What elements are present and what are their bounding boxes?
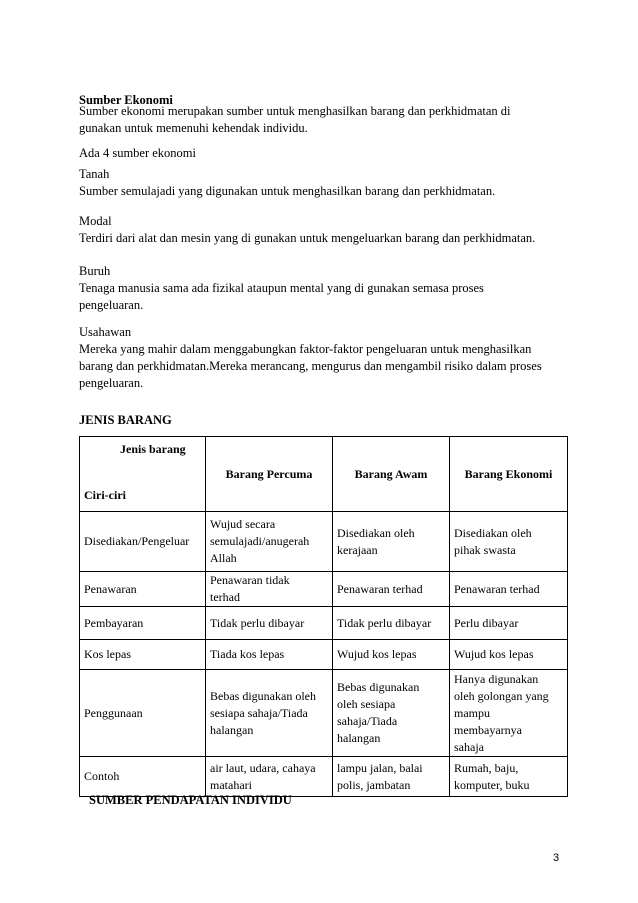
cell-line: Disediakan oleh — [454, 525, 532, 540]
cell-line: oleh golongan yang — [454, 688, 549, 703]
modal-description: Terdiri dari alat dan mesin yang di gunakan untuk mengeluarkan barang dan perkhidmatan. — [79, 231, 536, 245]
sources-count: Ada 4 sumber ekonomi — [79, 146, 196, 160]
tanah-block — [79, 166, 559, 200]
usahawan-description: barang dan perkhidmatan.Mereka merancang, mengurus dan mengambil risiko dalam proses — [79, 359, 542, 373]
cell-line: Bebas digunakan oleh — [210, 688, 316, 703]
row-label: Contoh — [80, 757, 206, 797]
usahawan-title: Usahawan — [79, 325, 132, 339]
table-cell — [333, 640, 450, 670]
table-cell — [206, 607, 333, 640]
cell-line: semulajadi/anugerah — [210, 534, 310, 548]
cell-line: Penawaran terhad — [337, 581, 423, 596]
modal-block — [79, 213, 579, 247]
row-label: Penawaran — [80, 572, 206, 607]
tanah-description: Sumber semulajadi yang digunakan untuk menghasilkan barang dan perkhidmatan. — [79, 184, 496, 198]
cell-line: Perlu dibayar — [454, 615, 519, 630]
table-cell — [450, 640, 568, 670]
section-heading-jenis-barang: JENIS BARANG — [79, 413, 172, 427]
cell-line: oleh sesiapa — [337, 697, 396, 711]
cell-line: kerajaan — [337, 542, 378, 557]
cell-line: Rumah, baju, — [454, 760, 519, 775]
cell-line: matahari — [210, 777, 252, 792]
table-cell — [206, 757, 333, 797]
cell-line: Hanya digunakan — [454, 671, 539, 686]
cell-line: sesiapa sahaja/Tiada — [210, 705, 308, 720]
row-label: Disediakan/Pengeluar — [80, 512, 206, 572]
table-cell — [333, 572, 450, 607]
cell-line: halangan — [210, 722, 254, 737]
cell-line: sahaja/Tiada — [337, 714, 398, 728]
cell-line: komputer, buku — [454, 777, 530, 792]
cell-line: Tidak perlu dibayar — [337, 615, 432, 630]
cell-line: mampu — [454, 705, 490, 720]
table-cell — [450, 670, 568, 757]
cell-line: Penawaran tidak — [210, 573, 290, 587]
usahawan-description: Mereka yang mahir dalam menggabungkan faktor-faktor pengeluaran untuk menghasilkan — [79, 342, 532, 356]
table-cell — [206, 572, 333, 607]
table-cell — [206, 512, 333, 572]
buruh-block — [79, 263, 559, 314]
cell-line: sahaja — [454, 739, 484, 754]
usahawan-block — [79, 324, 579, 392]
cell-line: air laut, udara, cahaya — [210, 760, 316, 775]
table-corner-cell — [80, 437, 206, 512]
text-line: Sumber ekonomi merupakan sumber untuk menghasilkan barang dan perkhidmatan di — [79, 104, 511, 118]
section-heading-pendapatan: SUMBER PENDAPATAN INDIVIDU — [89, 793, 292, 807]
cell-line: lampu jalan, balai — [337, 760, 423, 775]
column-header: Barang Percuma — [206, 437, 333, 512]
cell-line: pihak swasta — [454, 542, 516, 557]
table-cell — [333, 670, 450, 757]
table-row — [80, 572, 568, 607]
table-cell — [450, 512, 568, 572]
table-header-row — [80, 437, 568, 512]
modal-title: Modal — [79, 214, 112, 228]
text-line: gunakan untuk memenuhi kehendak individu. — [79, 121, 308, 135]
cell-line: halangan — [337, 731, 381, 745]
table-cell — [450, 572, 568, 607]
cell-line: Bebas digunakan — [337, 680, 420, 694]
cell-line: Wujud kos lepas — [337, 647, 417, 661]
table-cell — [333, 607, 450, 640]
table-cell — [450, 607, 568, 640]
row-label: Kos lepas — [80, 640, 206, 670]
table-row — [80, 640, 568, 670]
cell-line: membayarnya — [454, 722, 522, 737]
row-label: Penggunaan — [80, 670, 206, 757]
corner-label-ciri-ciri: Ciri-ciri — [84, 488, 126, 502]
section-heading-sumber-ekonomi: Sumber Ekonomi — [79, 93, 173, 107]
table-cell — [206, 640, 333, 670]
cell-line: Wujud kos lepas — [454, 647, 534, 661]
table-row — [80, 512, 568, 572]
cell-line: Tidak perlu dibayar — [210, 615, 305, 630]
page-number: 3 — [553, 852, 560, 864]
table-body — [80, 512, 568, 797]
table-row — [80, 607, 568, 640]
table-cell — [333, 757, 450, 797]
tanah-title: Tanah — [79, 167, 110, 181]
table-cell — [206, 670, 333, 757]
cell-line: polis, jambatan — [337, 777, 411, 792]
cell-line: Tiada kos lepas — [210, 647, 285, 661]
usahawan-description: pengeluaran. — [79, 376, 144, 390]
buruh-title: Buruh — [79, 264, 111, 278]
buruh-description: pengeluaran. — [79, 298, 144, 312]
table-row — [80, 757, 568, 797]
jenis-barang-table — [79, 436, 568, 797]
cell-line: Penawaran terhad — [454, 581, 540, 596]
column-header: Barang Awam — [333, 437, 450, 512]
cell-line: Wujud secara — [210, 517, 276, 531]
cell-line: terhad — [210, 590, 240, 604]
corner-label-jenis-barang: Jenis barang — [120, 442, 186, 456]
table-row — [80, 670, 568, 757]
column-header: Barang Ekonomi — [450, 437, 568, 512]
table-cell — [333, 512, 450, 572]
row-label: Pembayaran — [80, 607, 206, 640]
cell-line: Disediakan oleh — [337, 525, 415, 540]
table-cell — [450, 757, 568, 797]
buruh-description: Tenaga manusia sama ada fizikal ataupun mental yang di gunakan semasa proses — [79, 281, 484, 295]
cell-line: Allah — [210, 551, 237, 565]
intro-paragraph — [79, 103, 559, 137]
